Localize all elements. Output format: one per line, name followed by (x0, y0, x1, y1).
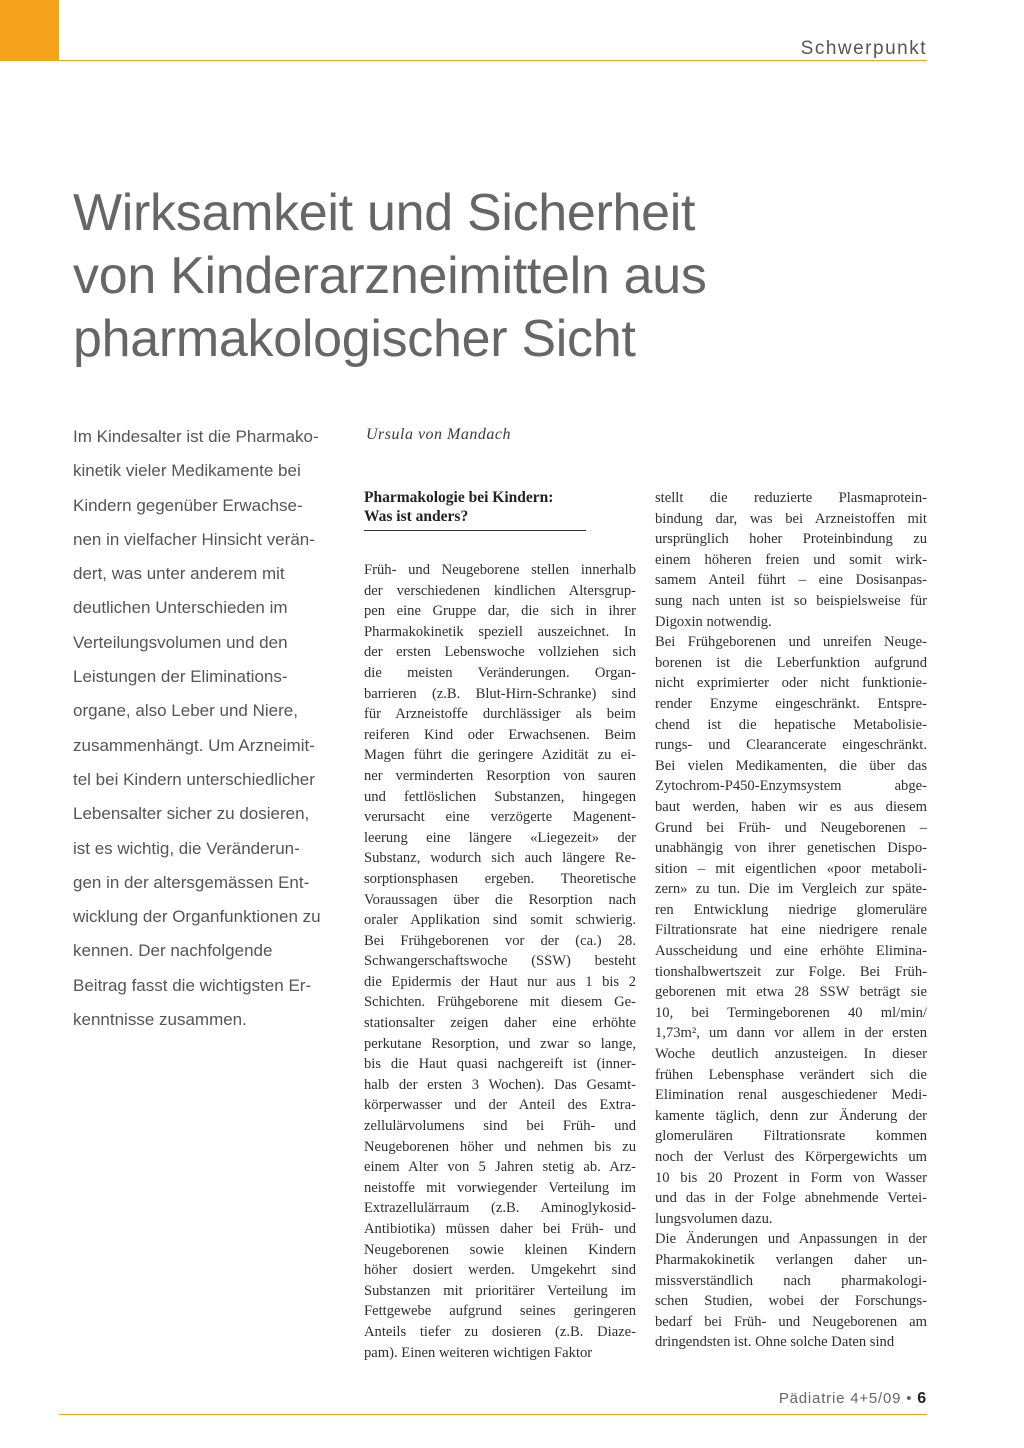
text-line: Bei Frühgeborenen und unreifen Neuge- (655, 634, 927, 651)
text-line: noch der Verlust des Körpergewichts um (655, 1149, 927, 1165)
text-line: Früh- und Neugeborene stellen innerhalb (364, 562, 636, 578)
text-line: wicklung der Organfunktionen zu (73, 907, 321, 927)
text-line: Anteils tiefer zu dosieren (z.B. Diaze- (364, 1323, 636, 1340)
text-line: Filtrationsrate hat eine niedrigere renale (655, 922, 927, 939)
text-line: kinetik vieler Medikamente bei (73, 461, 301, 481)
text-line: perkutane Resorption, und zwar so lange, (364, 1035, 636, 1052)
text-line: höher dosiert werden. Umgekehrt sind (364, 1262, 636, 1279)
column-1-text (364, 560, 636, 1363)
text-line: zellulärvolumens sind bei Früh- und (364, 1118, 636, 1135)
article-title (73, 182, 933, 371)
text-line: chend ist die hepatische Metabolisie- (655, 716, 927, 733)
text-line: kenntnisse zusammen. (73, 1010, 247, 1030)
page-number: 6 (917, 1390, 927, 1407)
text-line: zusammenhängt. Um Arzneimit- (73, 735, 315, 755)
text-line: Pharmakokinetik verlangen daher un- (655, 1251, 927, 1268)
text-line: kamente täglich, denn zur Änderung der (655, 1107, 927, 1124)
text-line: schen Studien, wobei der Forschungs- (655, 1293, 927, 1310)
text-line: die Epidermis der Haut nur aus 1 bis 2 (364, 973, 636, 990)
text-line: ursprünglich hoher Proteinbindung zu (655, 531, 927, 548)
text-line: der ersten Lebenswoche vollziehen sich (364, 644, 636, 661)
text-line: einem höheren freien und somit wirk- (655, 551, 927, 568)
title-line: Wirksamkeit und Sicherheit (73, 184, 696, 242)
text-line: der verschiedenen kindlichen Altersgrup- (364, 582, 636, 599)
text-line: missverständlich nach pharmakologi- (655, 1272, 927, 1289)
text-line: Kindern gegenüber Erwachse- (73, 495, 303, 515)
text-line: Bei Frühgeborenen vor der (ca.) 28. (364, 932, 636, 949)
text-line: halb der ersten 3 Wochen). Das Gesamt- (364, 1076, 636, 1093)
text-line: gen in der altersgemässen Ent- (73, 872, 310, 892)
text-line: leerung eine längere «Liegezeit» der (364, 829, 636, 846)
text-line: kennen. Der nachfolgende (73, 941, 273, 961)
journal-issue: Pädiatrie 4+5/09 (778, 1390, 902, 1407)
text-line: sition – mit eigentlichen «poor metaboli- (655, 860, 927, 877)
text-line: Substanz, wodurch sich auch längere Re- (364, 850, 636, 867)
text-line: barrieren (z.B. Blut-Hirn-Schranke) sind (364, 685, 636, 702)
author-name: Ursula von Mandach (366, 426, 511, 443)
lead-paragraph (73, 420, 348, 1037)
text-line: render Enzyme eingeschränkt. Entspre- (655, 695, 927, 712)
text-line: organe, also Leber und Niere, (73, 701, 298, 721)
text-line: Neugeborenen höher und nehmen bis zu (364, 1138, 636, 1155)
text-line: dringendsten ist. Ohne solche Daten sind (655, 1334, 895, 1351)
footer-bullet: • (906, 1390, 913, 1407)
text-line: verursacht eine verzögerte Magenent- (364, 809, 636, 826)
accent-block (0, 0, 59, 61)
text-line: körperwasser und der Anteil des Extra- (364, 1097, 636, 1114)
text-line: dert, was unter anderem mit (73, 564, 285, 584)
text-line: und das in der Folge abnehmende Vertei- (655, 1190, 927, 1207)
text-line: Pharmakokinetik speziell auszeichnet. In (364, 623, 636, 640)
text-line: Fettgewebe aufgrund seines geringeren (364, 1303, 636, 1320)
text-line: 1,73m², um dann vor allem in der ersten (655, 1025, 927, 1042)
text-line: sung nach unten ist so beispielsweise für (655, 592, 927, 609)
text-line: 10, bei Termingeborenen 40 ml/min/ (655, 1004, 927, 1021)
text-line: nen in vielfacher Hinsicht verän- (73, 529, 315, 549)
text-line: frühen Lebensphase verändert sich die (655, 1066, 927, 1083)
text-line: Beitrag fasst die wichtigsten Er- (73, 975, 312, 995)
title-line: pharmakologischer Sicht (73, 310, 636, 368)
text-line: glomerulären Filtrationsrate kommen (655, 1128, 927, 1145)
text-line: 10 bis 20 Prozent in Form von Wasser (655, 1169, 927, 1186)
text-line: oraler Applikation sind somit schwierig. (364, 912, 636, 929)
text-line: Schichten. Frühgeborene mit diesem Ge- (364, 994, 636, 1011)
text-line: baut werden, haben wir es aus diesem (655, 798, 927, 815)
text-line: samem Anteil führt – eine Dosisanpas- (655, 572, 927, 589)
text-line: reiferen Kind oder Erwachsenen. Beim (364, 726, 636, 743)
text-line: Ausscheidung und eine erhöhte Elimina- (655, 943, 927, 960)
text-line: Im Kindesalter ist die Pharmako- (73, 427, 319, 446)
text-line: Verteilungsvolumen und den (73, 632, 288, 652)
text-line: borenen ist die Leberfunktion aufgrund (655, 654, 927, 671)
text-line: tionshalbwertszeit zur Folge. Bei Früh- (655, 963, 927, 980)
text-line: rungs- und Clearancerate eingeschränkt. (655, 737, 927, 754)
text-line: für Arzneistoffe durchlässiger als beim (364, 706, 636, 723)
text-line: Elimination renal ausgeschiedener Medi- (655, 1087, 927, 1104)
text-line: Lebensalter sicher zu dosieren, (73, 804, 310, 824)
title-line: von Kinderarzneimitteln aus (73, 247, 707, 305)
body-column-2 (655, 488, 927, 1353)
text-line: Substanzen mit prioritärer Verteilung im (364, 1282, 636, 1299)
text-line: und fettlöslichen Substanzen, hingegen (364, 788, 636, 805)
text-line: ist es wichtig, die Veränderun- (73, 838, 300, 858)
text-line: Voraussagen über die Resorption nach (364, 891, 636, 908)
text-line: ren Entwicklung niedrige glomeruläre (655, 901, 927, 918)
text-line: nicht exprimierter oder nicht funktionie- (655, 675, 927, 692)
text-line: stellt die reduzierte Plasmaprotein- (655, 490, 927, 506)
heading-line: Pharmakologie bei Kindern: (364, 489, 554, 506)
text-line: einem Alter von 5 Jahren stetig ab. Arz- (364, 1159, 636, 1176)
page-footer (779, 1390, 927, 1408)
text-line: Neugeborenen sowie kleinen Kindern (364, 1241, 636, 1258)
heading-line: Was ist anders? (364, 508, 469, 525)
footer-rule (59, 1414, 927, 1415)
text-line: zern» zu tun. Die im Vergleich zur späte- (655, 881, 927, 898)
text-line: bindung dar, was bei Arzneistoffen mit (655, 510, 927, 527)
text-line: unabhängig von ihrer genetischen Dispo- (655, 840, 927, 857)
text-line: Antibiotika) müssen daher bei Früh- und (364, 1221, 636, 1237)
text-line: geborenen mit etwa 28 SSW beträgt sie (655, 984, 927, 1001)
section-label: Schwerpunkt (800, 38, 927, 59)
text-line: Woche deutlich anzusteigen. In dieser (655, 1046, 927, 1063)
text-line: Schwangerschaftswoche (SSW) besteht (364, 953, 636, 970)
text-line: deutlichen Unterschieden im (73, 598, 288, 618)
text-line: neistoffe mit vorwiegender Verteilung im (364, 1179, 636, 1196)
text-line: Magen führt die geringere Azidität zu ei- (364, 747, 636, 764)
column-2-text (655, 488, 927, 1353)
text-line: Grund bei Früh- und Neugeborenen – (655, 819, 927, 836)
header-rule (59, 60, 927, 61)
text-line: ner verminderten Resorption von sauren (364, 767, 636, 784)
text-line: sorptionsphasen ergeben. Theoretische (364, 870, 636, 887)
text-line: Leistungen der Eliminations- (73, 667, 288, 687)
body-column-1 (364, 488, 636, 1363)
text-line: pam). Einen weiteren wichtigen Faktor (364, 1344, 593, 1361)
text-line: lungsvolumen dazu. (655, 1210, 773, 1227)
text-line: bedarf bei Früh- und Neugeborenen am (655, 1313, 927, 1330)
section-heading (364, 488, 586, 531)
text-line: Digoxin notwendig. (655, 613, 772, 630)
text-line: Bei vielen Medikamenten, die über das (655, 757, 927, 774)
text-line: bis die Haut quasi nachgereift ist (inner- (364, 1056, 636, 1073)
text-line: die meisten Veränderungen. Organ- (364, 664, 636, 681)
text-line: Die Änderungen und Anpassungen in der (655, 1231, 927, 1248)
text-line: Extrazellulärraum (z.B. Aminoglykosid- (364, 1200, 636, 1217)
text-line: tel bei Kindern unterschiedlicher (73, 769, 315, 789)
text-line: pen eine Gruppe dar, die sich in ihrer (364, 603, 636, 620)
text-line: stationsalter zeigen daher eine erhöhte (364, 1015, 636, 1032)
text-line: Zytochrom-P450-Enzymsystem abge- (655, 778, 927, 795)
